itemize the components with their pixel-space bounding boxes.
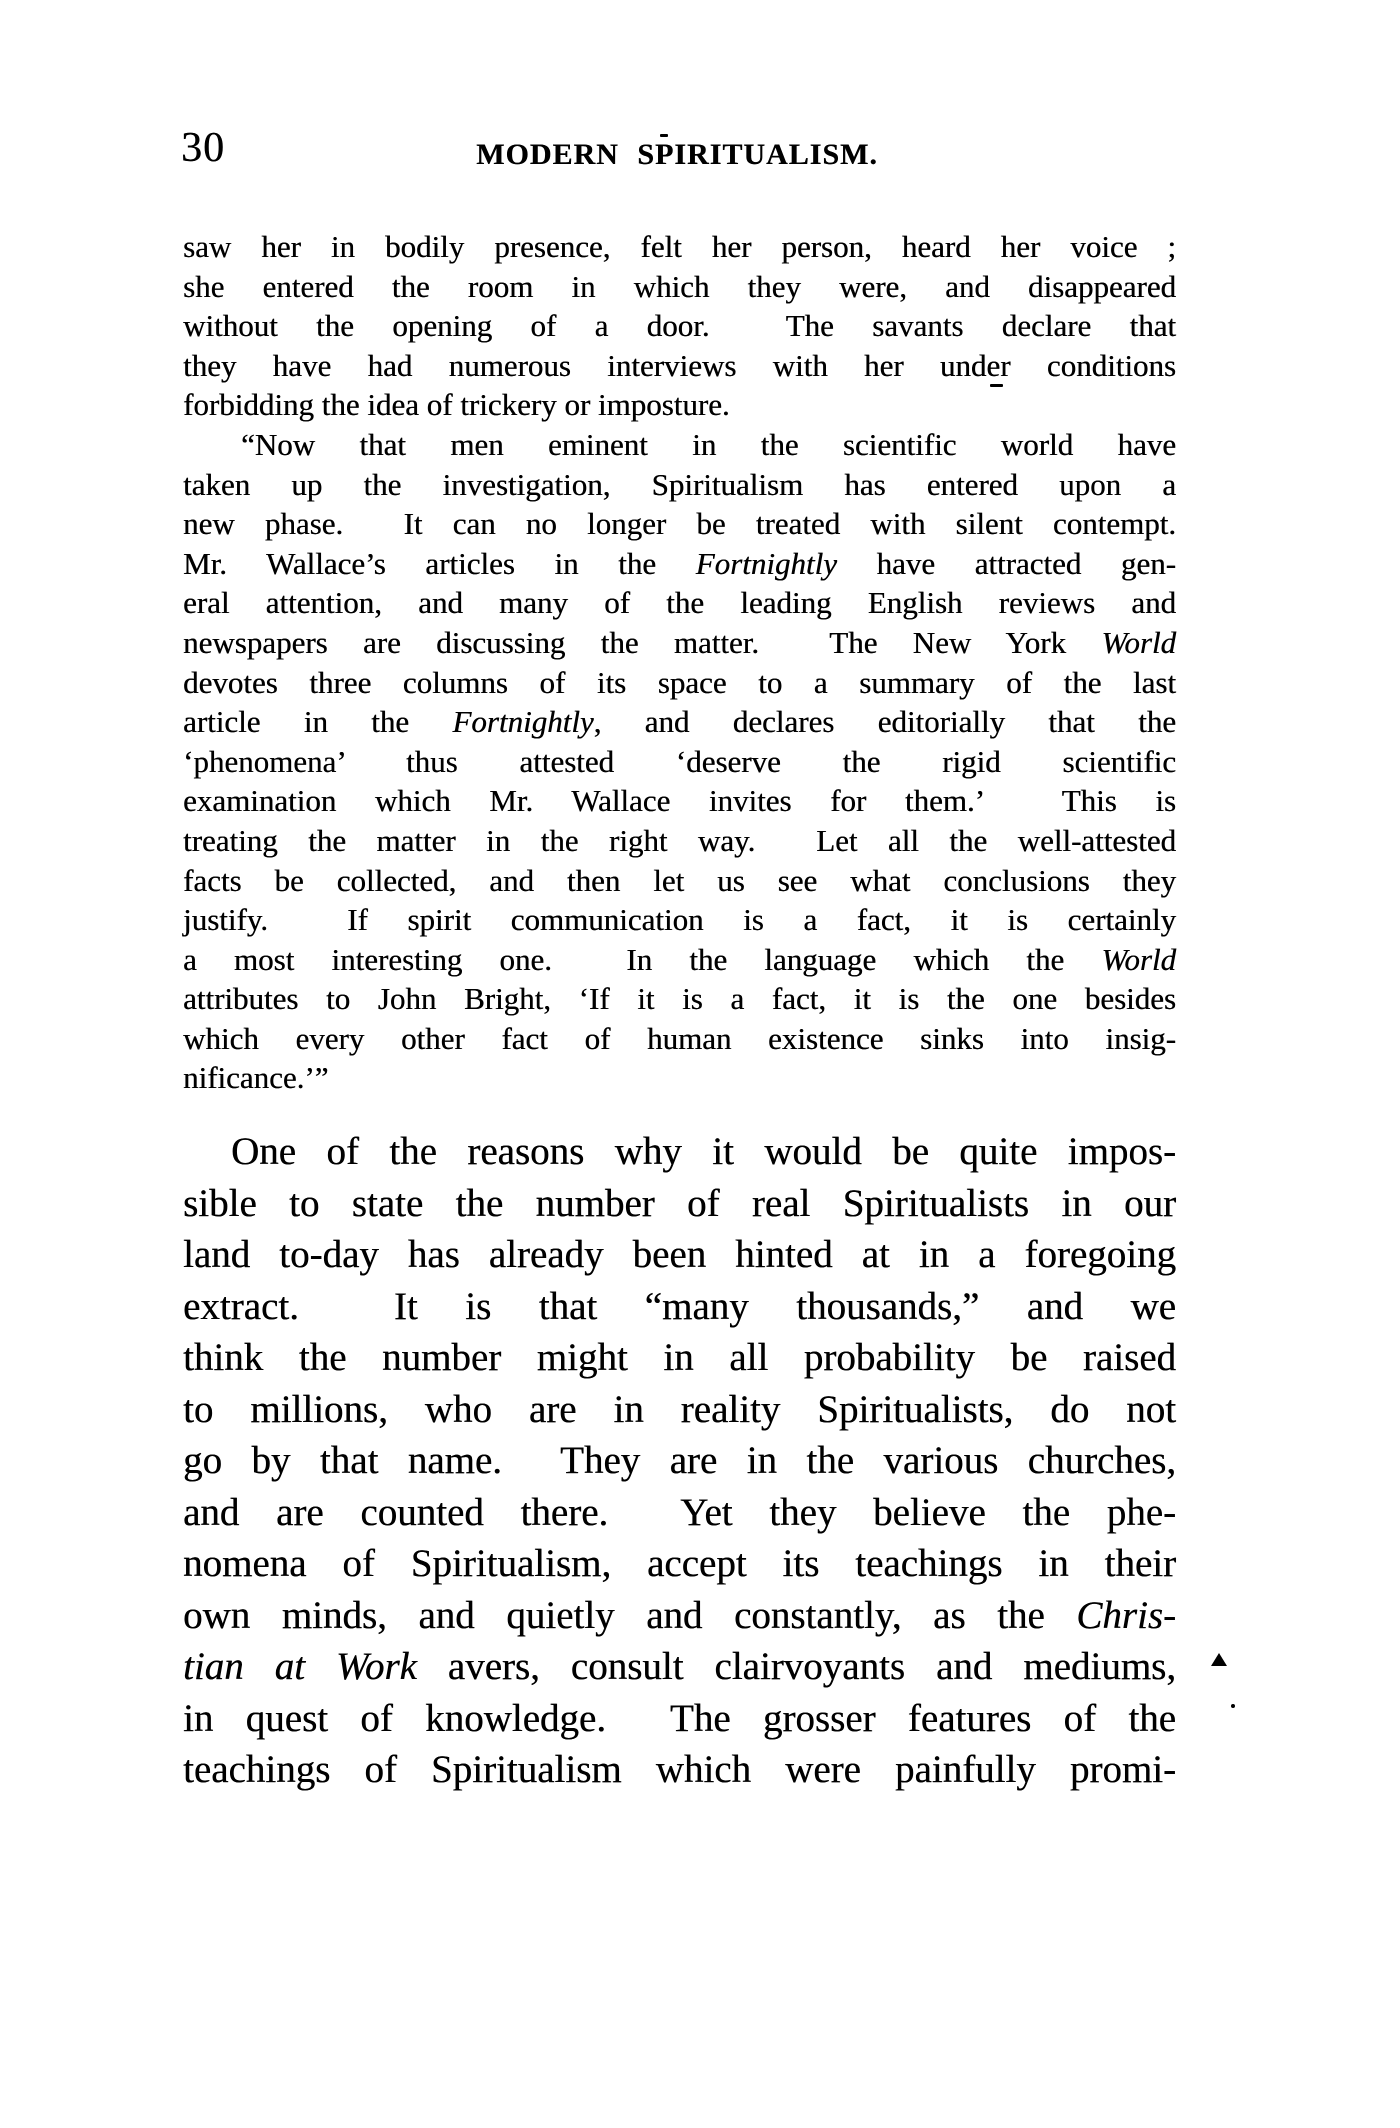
text-segment: have attracted gen- [836,545,1176,581]
text-line [183,900,1176,940]
text-line [183,702,1176,742]
text-line [183,861,1176,901]
text-line [183,1693,1176,1745]
page-number: 30 [181,125,225,171]
text-line [183,1058,1176,1098]
text-line [183,742,1176,782]
text-line [183,1126,1176,1178]
text-segment: go by that name. They are in the various churches, [183,1439,1176,1482]
text-line [183,267,1176,307]
italic-text: World [1101,941,1176,977]
running-header: MODERN SPIRITUALISM. [476,138,878,171]
text-line [183,1384,1176,1436]
text-segment: teachings of Spiritualism which were painfully promi- [183,1748,1176,1791]
text-segment: nificance.’” [183,1060,329,1096]
scan-dash-mark [990,384,1003,387]
text-segment: “Now that men eminent in the scientific world have [241,426,1176,462]
text-line [183,465,1176,505]
text-segment: she entered the room in which they were, and disappeared [183,268,1176,304]
scan-dot-mark [1231,1704,1235,1708]
text-segment: and are counted there. Yet they believe the phe- [183,1490,1176,1534]
text-line [183,1435,1176,1487]
text-line [183,504,1176,544]
text-segment: treating the matter in the right way. Let all the well-attested [183,822,1176,858]
text-segment: think the number might in all probability be raised [183,1336,1176,1379]
text-segment: justify. If spirit communication is a fact, it is certainly [183,902,1176,938]
text-line [183,1281,1176,1333]
text-segment: , and declares editorially that the [593,704,1176,740]
text-segment: eral attention, and many of the leading English reviews and [183,585,1176,621]
text-segment: forbidding the idea of trickery or imposture. [183,387,730,423]
text-line [183,227,1176,267]
text-line [183,583,1176,623]
text-segment: nomena of Spiritualism, accept its teachings in their [183,1542,1176,1585]
text-segment: facts be collected, and then let us see what conclusions they [183,862,1176,898]
text-line [183,1178,1176,1230]
text-segment: saw her in bodily presence, felt her person, heard her voice ; [183,229,1176,264]
italic-text: Fortnightly [452,704,594,740]
scan-triangle-mark [1211,1653,1227,1666]
body-paragraph-block [183,1126,1176,1796]
text-segment: devotes three columns of its space to a summary of the last [183,664,1176,700]
text-line [183,940,1176,980]
text-segment: new phase. It can no longer be treated with silent contempt. [183,506,1176,542]
text-line [183,781,1176,821]
quoted-extract-block [183,227,1176,1098]
text-line [183,425,1176,465]
text-line [183,346,1176,386]
italic-text: Fortnightly [695,545,837,581]
text-segment: sible to state the number of real Spiritualists in our [183,1181,1176,1225]
text-segment: ‘phenomena’ thus attested ‘deserve the rigid scientific [183,743,1176,779]
italic-text: World [1101,624,1176,660]
text-segment: without the opening of a door. The savants declare that [183,308,1176,344]
text-segment: they have had numerous interviews with her under conditions [183,347,1176,383]
text-segment: extract. It is that “many thousands,” and we [183,1284,1176,1328]
text-segment: taken up the investigation, Spiritualism has entered upon a [183,466,1176,502]
text-segment: attributes to John Bright, ‘If it is a fact, it is the one besides [183,981,1176,1017]
text-segment: land to-day has already been hinted at in a foregoing [183,1233,1176,1276]
text-segment: in quest of knowledge. The grosser features of the [183,1696,1176,1740]
text-line [183,1229,1176,1281]
scan-dash-mark [660,134,668,137]
text-segment: avers, consult clairvoyants and mediums, [416,1645,1176,1688]
text-line [183,663,1176,703]
text-segment: to millions, who are in reality Spiritualists, do not [183,1387,1176,1431]
italic-text: Chris- [1076,1593,1176,1637]
text-line [183,1641,1176,1693]
text-line [183,1487,1176,1539]
text-line [183,385,1176,425]
text-line [183,544,1176,584]
text-segment: Mr. Wallace’s articles in the [183,545,696,581]
text-line [183,1590,1176,1642]
text-line [183,1019,1176,1059]
text-line [183,623,1176,663]
text-segment: a most interesting one. In the language which the [183,941,1102,977]
text-line [183,979,1176,1019]
italic-text: tian at Work [183,1645,417,1688]
text-segment: own minds, and quietly and constantly, as the [183,1593,1077,1637]
text-line [183,1538,1176,1590]
text-segment: article in the [183,704,453,740]
text-line [183,1332,1176,1384]
text-line [183,1744,1176,1796]
text-segment: which every other fact of human existence sinks into insig- [183,1020,1176,1056]
text-segment: One of the reasons why it would be quite impos- [231,1130,1176,1173]
text-line [183,306,1176,346]
text-segment: examination which Mr. Wallace invites for them.’ This is [183,783,1176,819]
text-segment: newspapers are discussing the matter. The New York [183,624,1102,660]
text-line [183,821,1176,861]
